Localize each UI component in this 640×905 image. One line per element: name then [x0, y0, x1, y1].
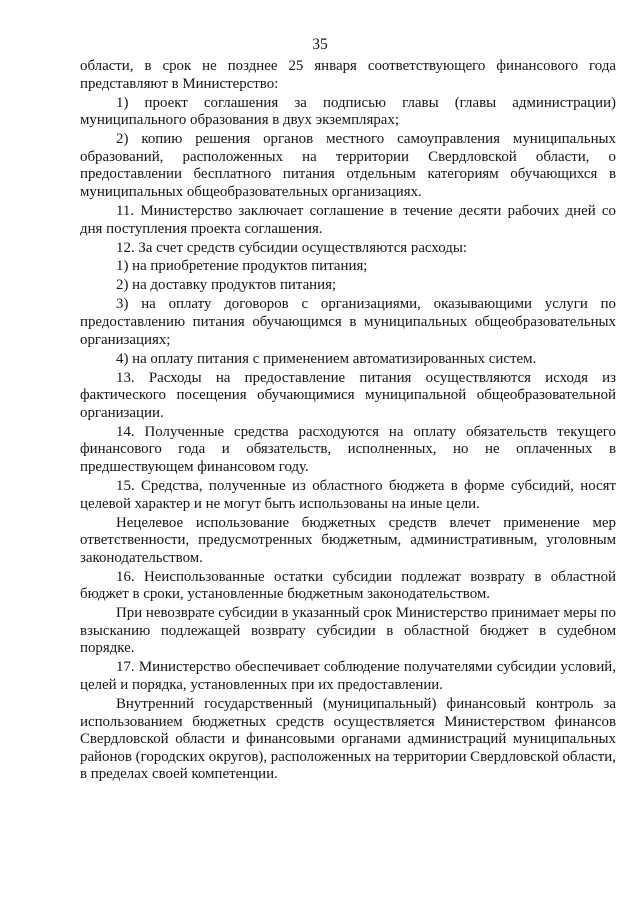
paragraph-clause-17: 17. Министерство обеспечивает соблюдение получателями субсидии условий, целей и порядка, установленных при их предоставлении. — [80, 659, 616, 694]
paragraph-clause-16-recovery: При невозврате субсидии в указанный срок Министерство принимает меры по взысканию подлежащей возврату субсидии в областной бюджет в судебном порядке. — [80, 605, 616, 657]
paragraph-clause-13: 13. Расходы на предоставление питания осуществляются исходя из фактического посещения обучающимися муниципальной общеобразовательной организации. — [80, 369, 616, 421]
paragraph-clause-14: 14. Полученные средства расходуются на оплату обязательств текущего финансового года и обязательств, исполненных, но не оплаченных в предшествующем финансовом году. — [80, 423, 616, 475]
paragraph-clause-15-misuse: Нецелевое использование бюджетных средств влечет применение мер ответственности, предусмотренных бюджетным, административным, уголовным законодательством. — [80, 514, 616, 566]
paragraph-clause-11: 11. Министерство заключает соглашение в течение десяти рабочих дней со дня поступления проекта соглашения. — [80, 202, 616, 237]
paragraph-item-1-draft-agreement: 1) проект соглашения за подписью главы (главы администрации) муниципального образования в двух экземплярах; — [80, 94, 616, 129]
paragraph-clause-16: 16. Неиспользованные остатки субсидии подлежат возврату в областной бюджет в сроки, установленные бюджетным законодательством. — [80, 568, 616, 603]
paragraph-clause-12-item-3: 3) на оплату договоров с организациями, оказывающими услуги по предоставлению питания обучающимся в муниципальных общеобразовательных организациях; — [80, 296, 616, 348]
paragraph-clause-12-item-4: 4) на оплату питания с применением автоматизированных систем. — [116, 350, 537, 367]
document-body — [80, 58, 616, 785]
paragraph-continuation: области, в срок не позднее 25 января соответствующего финансового года представляют в Министерство: — [80, 58, 616, 92]
paragraph-clause-12-item-2: 2) на доставку продуктов питания; — [116, 277, 337, 294]
paragraph-item-2-decision-copy: 2) копию решения органов местного самоуправления муниципальных образований, расположенных на территории Свердловской области, о предоставлении бесплатного питания отдельным категориям обучающихся в муниципальных общеобразовательных организациях. — [80, 131, 616, 200]
paragraph-clause-12-item-1: 1) на приобретение продуктов питания; — [116, 258, 368, 275]
page-number: 35 — [312, 36, 328, 53]
paragraph-clause-17-control: Внутренний государственный (муниципальный) финансовый контроль за использованием бюджетных средств осуществляется Министерством финансов Свердловской области и финансовыми органами администраций муниципальных районов (городских округов), расположенных на территории Свердловской области, в пределах своей компетенции. — [80, 696, 616, 783]
paragraph-clause-15: 15. Средства, полученные из областного бюджета в форме субсидий, носят целевой характер и не могут быть использованы на иные цели. — [80, 477, 616, 512]
paragraph-clause-12: 12. За счет средств субсидии осуществляются расходы: — [116, 239, 467, 256]
